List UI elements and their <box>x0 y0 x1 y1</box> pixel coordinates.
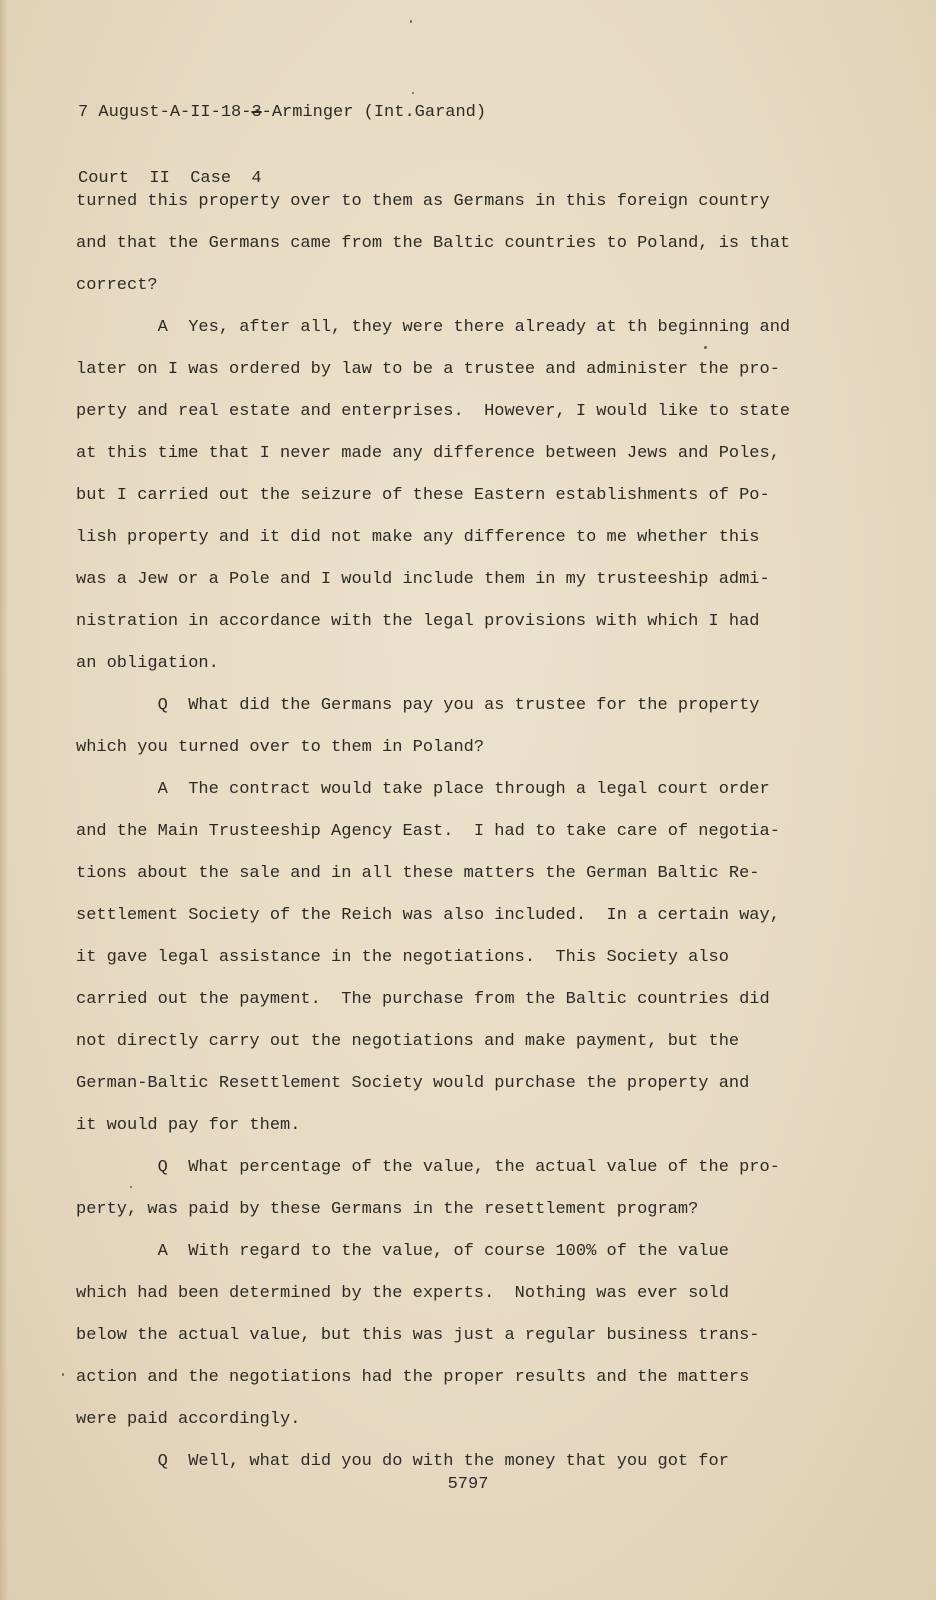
transcript-line: perty and real estate and enterprises. However, I would like to state <box>76 402 791 421</box>
transcript-line: A The contract would take place through a legal court order <box>76 780 770 799</box>
transcript-line: an obligation. <box>76 654 219 673</box>
transcript-line: was a Jew or a Pole and I would include them in my trusteeship admi- <box>76 570 770 589</box>
header-struck-digit: 3 <box>251 103 262 122</box>
transcript-line: A Yes, after all, they were there already at th beginning and <box>76 318 791 337</box>
transcript-line: Q Well, what did you do with the money that you got for <box>76 1452 729 1471</box>
transcript-line: nistration in accordance with the legal provisions with which I had <box>76 612 760 631</box>
transcript-line: action and the negotiations had the proper results and the matters <box>76 1368 750 1387</box>
paper-speck <box>62 1373 64 1376</box>
transcript-line: tions about the sale and in all these matters the German Baltic Re- <box>76 864 760 883</box>
page-number: 5797 <box>447 1475 489 1494</box>
header-reference-suffix: -Arminger (Int.Garand) <box>261 103 487 122</box>
transcript-line: A With regard to the value, of course 100% of the value <box>76 1242 729 1261</box>
transcript-line: Q What percentage of the value, the actual value of the pro- <box>76 1158 780 1177</box>
transcript-body <box>76 181 876 1483</box>
header-line-court-case: Court II Case 4 <box>78 169 262 188</box>
transcript-line: turned this property over to them as Germans in this foreign country <box>76 192 770 211</box>
transcript-line: below the actual value, but this was just a regular business trans- <box>76 1326 760 1345</box>
transcript-line: and that the Germans came from the Baltic countries to Poland, is that <box>76 234 791 253</box>
paper-speck <box>412 92 414 94</box>
transcript-line: and the Main Trusteeship Agency East. I had to take care of negotia- <box>76 822 780 841</box>
transcript-line: it would pay for them. <box>76 1116 301 1135</box>
transcript-line: perty, was paid by these Germans in the resettlement program? <box>76 1200 699 1219</box>
header-line-date-reference <box>78 102 486 124</box>
transcript-line: but I carried out the seizure of these Eastern establishments of Po- <box>76 486 770 505</box>
transcript-line: which had been determined by the experts. Nothing was ever sold <box>76 1284 729 1303</box>
paper-speck <box>130 1186 132 1188</box>
header-reference-prefix: 7 August-A-II-18- <box>78 103 252 122</box>
transcript-line: it gave legal assistance in the negotiations. This Society also <box>76 948 729 967</box>
paper-speck <box>704 346 707 349</box>
transcript-line: at this time that I never made any difference between Jews and Poles, <box>76 444 780 463</box>
transcript-line: later on I was ordered by law to be a trustee and administer the pro- <box>76 360 780 379</box>
transcript-line: German-Baltic Resettlement Society would purchase the property and <box>76 1074 750 1093</box>
transcript-line: which you turned over to them in Poland? <box>76 738 485 757</box>
transcript-line: lish property and it did not make any difference to me whether this <box>76 528 760 547</box>
transcript-line: not directly carry out the negotiations and make payment, but the <box>76 1032 740 1051</box>
transcript-line: Q What did the Germans pay you as trustee for the property <box>76 696 760 715</box>
transcript-line: carried out the payment. The purchase from the Baltic countries did <box>76 990 770 1009</box>
transcript-line: were paid accordingly. <box>76 1410 301 1429</box>
transcript-line: correct? <box>76 276 158 295</box>
transcript-line: settlement Society of the Reich was also included. In a certain way, <box>76 906 780 925</box>
paper-speck <box>410 20 412 23</box>
